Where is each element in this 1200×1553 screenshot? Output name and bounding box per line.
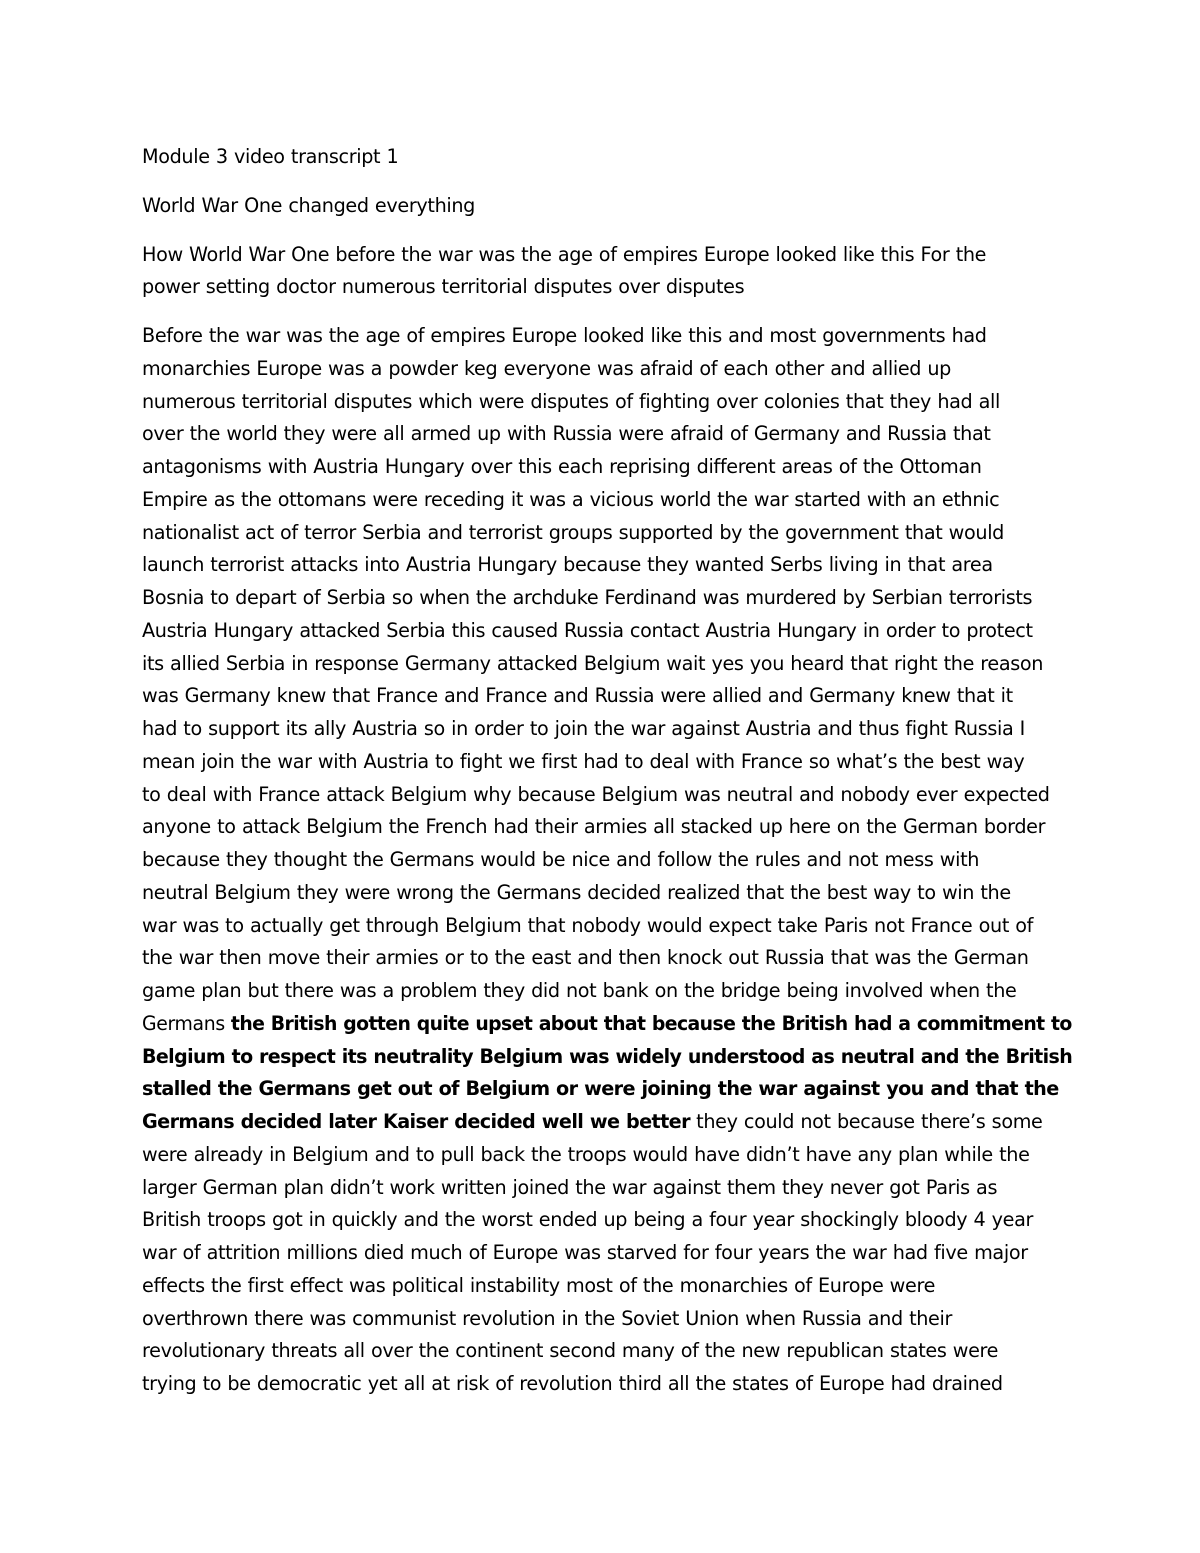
normal-text: Germans bbox=[142, 1011, 231, 1035]
text-line: numerous territorial disputes which were disputes of fighting over colonies that they had all bbox=[142, 389, 1000, 413]
text-line: neutral Belgium they were wrong the Germans decided realized that the best way to win the bbox=[142, 880, 1011, 904]
text-line: nationalist act of terror Serbia and terrorist groups supported by the government that would bbox=[142, 520, 1005, 544]
text-line: larger German plan didn’t work written joined the war against them they never got Paris as bbox=[142, 1175, 998, 1199]
document-subtitle bbox=[142, 190, 1072, 223]
bold-text: the British gotten quite upset about that because the British had a commitment to bbox=[230, 1011, 1072, 1035]
title-line: Module 3 video transcript 1 bbox=[142, 145, 399, 168]
text-line: British troops got in quickly and the worst ended up being a four year shockingly bloody 4 year bbox=[142, 1208, 1034, 1232]
normal-text: they could not because there’s some bbox=[689, 1110, 1043, 1133]
subtitle-line: World War One changed everything bbox=[142, 193, 475, 217]
text-line: were already in Belgium and to pull back the troops would have didn’t have any plan while the bbox=[142, 1142, 1030, 1166]
text-line: effects the first effect was political instability most of the monarchies of Europe were bbox=[142, 1273, 936, 1297]
text-line: How World War One before the war was the age of empires Europe looked like this For the bbox=[142, 242, 987, 266]
text-line: to deal with France attack Belgium why because Belgium was neutral and nobody ever expected bbox=[142, 782, 1050, 806]
intro-paragraph bbox=[142, 239, 1072, 305]
text-line: over the world they were all armed up with Russia were afraid of Germany and Russia that bbox=[142, 422, 991, 446]
text-line: trying to be democratic yet all at risk of revolution third all the states of Europe had drained bbox=[142, 1372, 1003, 1395]
text-line: Austria Hungary attacked Serbia this caused Russia contact Austria Hungary in order to protect bbox=[142, 618, 1033, 642]
text-line: mean join the war with Austria to fight we first had to deal with France so what’s the best way bbox=[142, 749, 1025, 773]
text-line: Bosnia to depart of Serbia so when the archduke Ferdinand was murdered by Serbian terrorists bbox=[142, 586, 1033, 609]
mixed-text-line bbox=[142, 1106, 1072, 1139]
text-line: war was to actually get through Belgium that nobody would expect take Paris not France out of bbox=[142, 913, 1034, 937]
text-line: game plan but there was a problem they did not bank on the bridge being involved when the bbox=[142, 979, 1017, 1002]
text-line: Before the war was the age of empires Europe looked like this and most governments had bbox=[142, 324, 987, 347]
text-line: anyone to attack Belgium the French had their armies all stacked up here on the German border bbox=[142, 815, 1046, 839]
mixed-text-line bbox=[142, 1008, 1072, 1041]
text-line: overthrown there was communist revolution in the Soviet Union when Russia and their bbox=[142, 1306, 953, 1330]
text-line: its allied Serbia in response Germany attacked Belgium wait yes you heard that right the reason bbox=[142, 651, 1044, 675]
bold-text-line: stalled the Germans get out of Belgium or were joining the war against you and that the bbox=[142, 1077, 1059, 1101]
document-title bbox=[142, 141, 1072, 174]
text-line: the war then move their armies or to the east and then knock out Russia that was the German bbox=[142, 946, 1029, 970]
text-line: launch terrorist attacks into Austria Hungary because they wanted Serbs living in that area bbox=[142, 553, 993, 577]
text-line: was Germany knew that France and France and Russia were allied and Germany knew that it bbox=[142, 684, 1013, 708]
text-line: revolutionary threats all over the continent second many of the new republican states were bbox=[142, 1339, 999, 1363]
bold-text: Germans decided later Kaiser decided well we better bbox=[142, 1110, 690, 1133]
text-line: war of attrition millions died much of Europe was starved for four years the war had five major bbox=[142, 1241, 1028, 1264]
main-paragraph bbox=[142, 320, 1072, 1401]
text-line: antagonisms with Austria Hungary over this each reprising different areas of the Ottoman bbox=[142, 455, 982, 478]
document-body bbox=[142, 141, 1072, 1417]
text-line: power setting doctor numerous territorial disputes over disputes bbox=[142, 275, 745, 299]
bold-text-line: Belgium to respect its neutrality Belgium was widely understood as neutral and the British bbox=[142, 1044, 1073, 1068]
text-line: because they thought the Germans would be nice and follow the rules and not mess with bbox=[142, 848, 980, 871]
text-line: monarchies Europe was a powder keg everyone was afraid of each other and allied up bbox=[142, 356, 952, 380]
text-line: Empire as the ottomans were receding it was a vicious world the war started with an ethnic bbox=[142, 487, 1000, 511]
text-line: had to support its ally Austria so in order to join the war against Austria and thus fight Russia I bbox=[142, 717, 1025, 740]
